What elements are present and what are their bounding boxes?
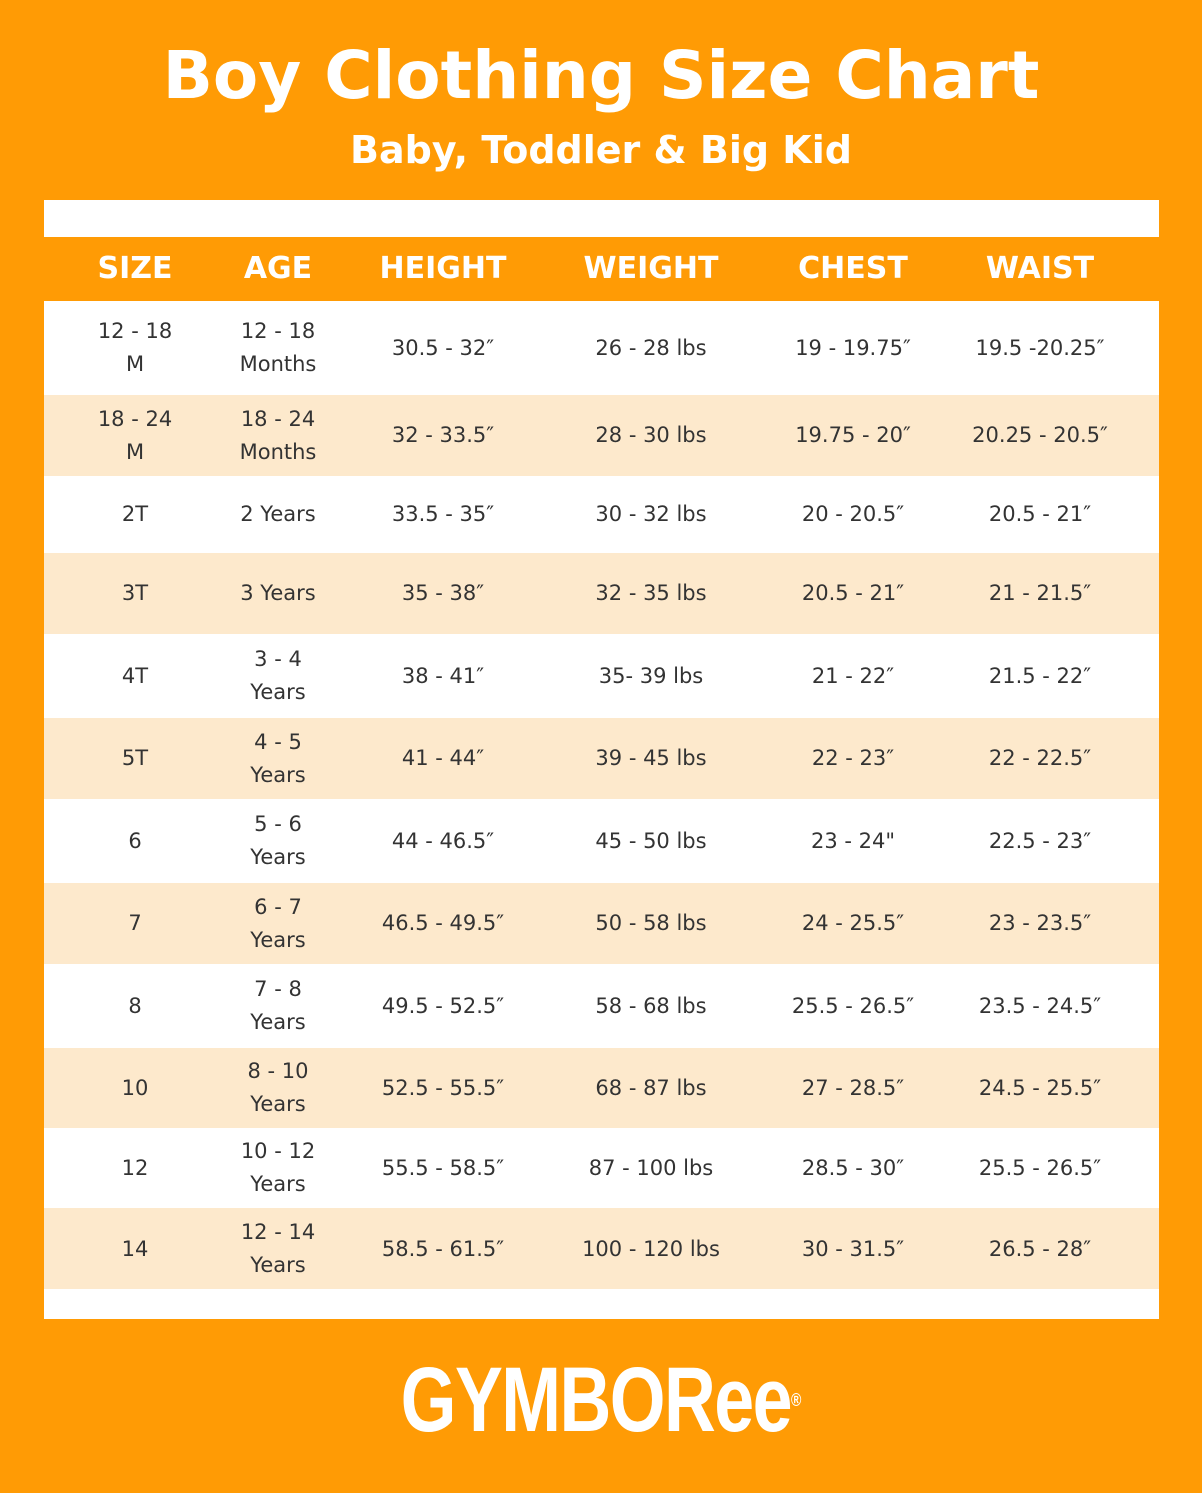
cell-waist (960, 825, 1120, 858)
cell-height (330, 419, 556, 452)
table-row (44, 395, 1159, 476)
header-height: HEIGHT (379, 251, 507, 286)
table-bottom-band (44, 1289, 1159, 1319)
cell-age-line: Years (250, 1092, 306, 1116)
table-top-band (44, 200, 1159, 237)
cell-size (44, 825, 226, 858)
cell-size (44, 498, 226, 531)
cell-age-line: Years (250, 927, 306, 952)
cell-weight-text: 26 - 28 lbs (595, 335, 707, 360)
cell-chest (746, 419, 960, 452)
cell-age-line: 8 - 10 (247, 1059, 309, 1083)
cell-age (226, 1135, 330, 1201)
cell-height-text: 44 - 46.5″ (391, 828, 495, 853)
cell-age-line: 2 Years (240, 502, 316, 526)
cell-height-text: 41 - 44″ (401, 746, 485, 770)
cell-age (226, 1216, 330, 1282)
cell-age (226, 403, 330, 469)
size-table (44, 301, 1159, 1290)
cell-chest (746, 577, 960, 610)
cell-size-line: M (125, 439, 145, 464)
cell-height-text: 35 - 38″ (401, 581, 485, 605)
cell-waist (960, 419, 1120, 452)
cell-chest (746, 825, 960, 858)
cell-age-line: Months (239, 439, 317, 464)
cell-waist-text: 19.5 -20.25″ (975, 335, 1105, 360)
cell-age-line: 10 - 12 (240, 1139, 316, 1163)
gymboree-logo (132, 1348, 1070, 1452)
cell-weight (556, 660, 746, 693)
cell-size (44, 742, 226, 775)
header-size: SIZE (97, 251, 173, 286)
cell-weight (556, 990, 746, 1023)
cell-size (44, 907, 226, 940)
cell-weight-text: 68 - 87 lbs (595, 1075, 707, 1100)
cell-waist-text: 20.25 - 20.5″ (972, 423, 1108, 447)
cell-size-line: 18 - 24 (97, 406, 173, 431)
table-row (44, 1048, 1159, 1128)
cell-waist (960, 660, 1120, 693)
table-row (44, 883, 1159, 964)
cell-height-text: 38 - 41″ (401, 663, 485, 688)
cell-waist (960, 1152, 1120, 1185)
cell-chest (746, 332, 960, 365)
cell-height (330, 990, 556, 1023)
table-row (44, 634, 1159, 718)
cell-chest-text: 21 - 22″ (811, 663, 895, 688)
cell-age (226, 315, 330, 381)
cell-age-line: 3 - 4 (254, 647, 302, 671)
cell-age (226, 973, 330, 1039)
cell-chest (746, 742, 960, 775)
header-chest: CHEST (798, 251, 908, 286)
cell-weight (556, 1233, 746, 1266)
cell-size-line: 2T (121, 502, 149, 526)
chart-subtitle: Baby, Toddler & Big Kid (350, 128, 852, 172)
cell-waist-text: 23.5 - 24.5″ (978, 993, 1102, 1018)
cell-weight (556, 419, 746, 452)
cell-age-line: 4 - 5 (254, 729, 302, 754)
header-age: AGE (243, 251, 313, 286)
cell-height-text: 52.5 - 55.5″ (381, 1075, 505, 1100)
table-row (44, 718, 1159, 799)
cell-size (44, 577, 226, 610)
cell-size (44, 1233, 226, 1266)
cell-size-line: 4T (121, 663, 149, 688)
cell-waist (960, 498, 1120, 531)
cell-age-line: Months (239, 352, 317, 376)
cell-weight-text: 87 - 100 lbs (588, 1155, 714, 1180)
cell-chest (746, 907, 960, 940)
cell-chest (746, 1072, 960, 1105)
header-weight: WEIGHT (583, 251, 719, 286)
cell-chest-text: 20.5 - 21″ (801, 581, 905, 605)
cell-age (226, 577, 330, 610)
cell-chest (746, 660, 960, 693)
cell-chest-text: 28.5 - 30″ (801, 1155, 905, 1180)
registered-mark: ® (790, 1390, 802, 1410)
cell-waist-text: 22.5 - 23″ (988, 828, 1092, 853)
cell-chest-text: 23 - 24" (810, 828, 896, 853)
cell-size (44, 315, 226, 381)
cell-waist (960, 742, 1120, 775)
cell-chest-text: 30 - 31.5″ (801, 1236, 905, 1261)
cell-size-line: 5T (121, 746, 149, 770)
cell-chest (746, 1152, 960, 1185)
cell-waist (960, 577, 1120, 610)
cell-height (330, 1233, 556, 1266)
cell-weight-text: 28 - 30 lbs (595, 423, 707, 447)
cell-height-text: 49.5 - 52.5″ (381, 993, 505, 1018)
cell-chest-text: 19 - 19.75″ (795, 335, 911, 360)
cell-height-text: 30.5 - 32″ (391, 335, 495, 360)
cell-age-line: Years (250, 845, 306, 869)
logo-text: GYMBORee (400, 1349, 791, 1451)
cell-weight-text: 39 - 45 lbs (595, 746, 707, 770)
cell-weight (556, 907, 746, 940)
cell-size-line: 7 (128, 911, 142, 935)
table-row (44, 1208, 1159, 1290)
cell-age-line: Years (250, 1253, 306, 1277)
cell-chest (746, 1233, 960, 1266)
cell-size-line: 8 (128, 993, 142, 1018)
cell-age-line: 12 - 14 (240, 1220, 316, 1244)
cell-height (330, 660, 556, 693)
cell-size-line: 12 - 18 (97, 319, 173, 343)
cell-weight (556, 1152, 746, 1185)
cell-waist (960, 1233, 1120, 1266)
cell-age (226, 643, 330, 709)
cell-weight-text: 32 - 35 lbs (595, 581, 707, 605)
cell-chest-text: 19.75 - 20″ (795, 423, 911, 447)
cell-size (44, 660, 226, 693)
cell-waist-text: 22 - 22.5″ (988, 746, 1092, 770)
cell-size (44, 403, 226, 469)
chart-title: Boy Clothing Size Chart (162, 37, 1040, 114)
cell-height-text: 58.5 - 61.5″ (381, 1236, 505, 1261)
cell-height (330, 332, 556, 365)
cell-waist-text: 21.5 - 22″ (988, 663, 1092, 688)
cell-weight (556, 332, 746, 365)
cell-weight-text: 30 - 32 lbs (595, 502, 707, 526)
cell-size-line: M (125, 352, 145, 376)
cell-size-line: 10 (121, 1075, 149, 1100)
cell-height-text: 33.5 - 35″ (391, 502, 495, 526)
cell-chest (746, 498, 960, 531)
cell-waist (960, 907, 1120, 940)
header-waist: WAIST (985, 251, 1095, 286)
cell-age-line: 7 - 8 (254, 977, 302, 1001)
cell-age (226, 808, 330, 874)
cell-size-line: 14 (121, 1236, 149, 1261)
cell-age-line: 3 Years (240, 581, 316, 605)
cell-chest-text: 25.5 - 26.5″ (791, 993, 915, 1018)
cell-chest-text: 20 - 20.5″ (801, 502, 905, 526)
table-row (44, 301, 1159, 395)
cell-waist-text: 21 - 21.5″ (988, 581, 1092, 605)
cell-age-line: Years (250, 762, 306, 787)
cell-age-line: Years (250, 1010, 306, 1034)
cell-size-line: 3T (121, 581, 149, 605)
cell-height (330, 1072, 556, 1105)
cell-age-line: 12 - 18 (240, 319, 316, 343)
table-row (44, 553, 1159, 634)
cell-height (330, 825, 556, 858)
cell-age (226, 1055, 330, 1121)
table-header (44, 237, 1159, 301)
cell-age-line: Years (250, 680, 306, 704)
cell-size (44, 990, 226, 1023)
cell-chest-text: 27 - 28.5″ (801, 1075, 905, 1100)
cell-height-text: 55.5 - 58.5″ (381, 1155, 505, 1180)
cell-size (44, 1152, 226, 1185)
cell-age (226, 726, 330, 792)
cell-size (44, 1072, 226, 1105)
cell-size-line: 12 (121, 1155, 149, 1180)
cell-chest (746, 990, 960, 1023)
cell-weight-text: 35- 39 lbs (598, 663, 704, 688)
cell-weight (556, 498, 746, 531)
cell-age-line: Years (250, 1172, 306, 1196)
cell-chest-text: 24 - 25.5″ (801, 911, 905, 935)
cell-height (330, 742, 556, 775)
cell-age-line: 6 - 7 (254, 894, 302, 919)
cell-weight-text: 50 - 58 lbs (595, 911, 707, 935)
cell-waist (960, 332, 1120, 365)
cell-waist-text: 24.5 - 25.5″ (978, 1075, 1102, 1100)
cell-weight-text: 100 - 120 lbs (582, 1236, 720, 1261)
table-row (44, 1128, 1159, 1208)
cell-weight (556, 577, 746, 610)
cell-waist-text: 23 - 23.5″ (988, 911, 1092, 935)
cell-height (330, 1152, 556, 1185)
cell-age (226, 498, 330, 531)
cell-weight-text: 45 - 50 lbs (595, 828, 707, 853)
table-row (44, 799, 1159, 883)
cell-weight (556, 825, 746, 858)
cell-height-text: 46.5 - 49.5″ (381, 911, 505, 935)
cell-size-line: 6 (128, 828, 142, 853)
cell-weight (556, 742, 746, 775)
table-row (44, 964, 1159, 1048)
cell-weight (556, 1072, 746, 1105)
table-row (44, 476, 1159, 553)
cell-height-text: 32 - 33.5″ (391, 423, 495, 447)
cell-waist (960, 1072, 1120, 1105)
cell-height (330, 498, 556, 531)
cell-age-line: 5 - 6 (254, 812, 302, 836)
cell-waist-text: 20.5 - 21″ (988, 502, 1092, 526)
cell-age-line: 18 - 24 (240, 406, 316, 431)
cell-waist (960, 990, 1120, 1023)
cell-height (330, 577, 556, 610)
cell-waist-text: 25.5 - 26.5″ (978, 1155, 1102, 1180)
cell-height (330, 907, 556, 940)
cell-chest-text: 22 - 23″ (811, 746, 895, 770)
cell-age (226, 891, 330, 957)
cell-weight-text: 58 - 68 lbs (595, 993, 707, 1018)
cell-waist-text: 26.5 - 28″ (988, 1236, 1092, 1261)
